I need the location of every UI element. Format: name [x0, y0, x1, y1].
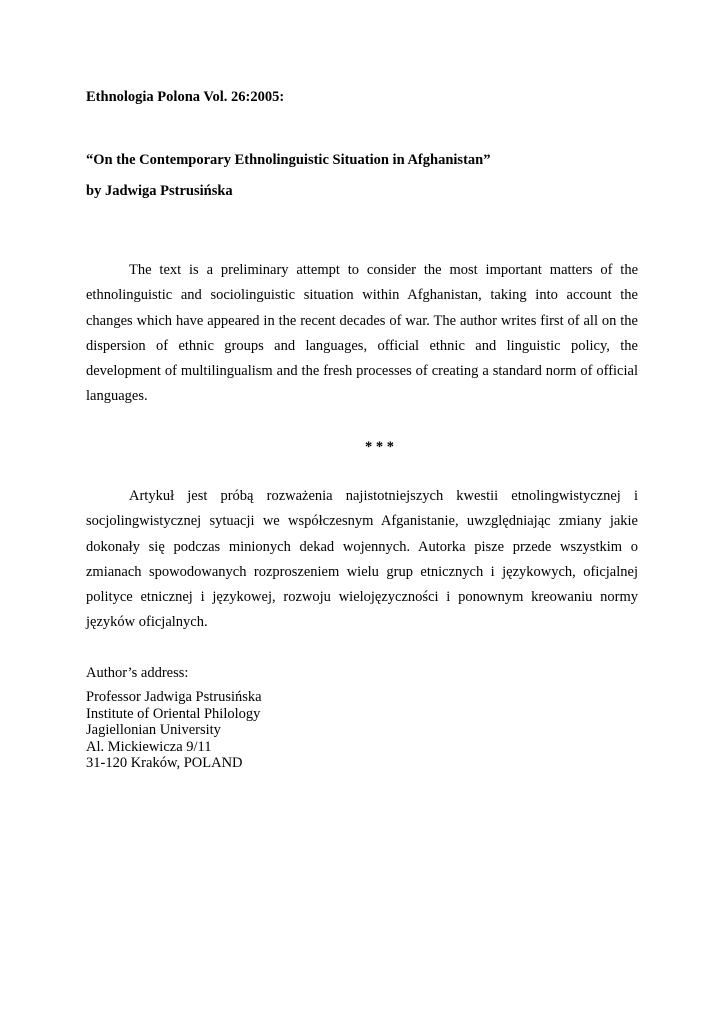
address-line-city: 31-120 Kraków, POLAND: [86, 755, 243, 771]
author-byline: by Jadwiga Pstrusińska: [86, 183, 233, 199]
author-address: [86, 689, 262, 772]
address-label: Author’s address:: [86, 665, 189, 681]
abstract-english: The text is a preliminary attempt to consider the most important matters of the ethnolinguistic and sociolinguistic situation within Afghanistan, taking into account the changes which have appeared in the recent decades of war. The author writes first of all on the dispersion of ethnic groups and languages, official ethnic and linguistic policy, the development of multilingualism and the fresh processes of creating a standard norm of official languages.: [86, 262, 638, 405]
abstract-polish: Artykuł jest próbą rozważenia najistotniejszych kwestii etnolingwistycznej i socjolingwistycznej sytuacji we współczesnym Afganistanie, uwzględniając zmiany jakie dokonały się podczas minionych dekad wojennych. Autorka pisze przede wszystkim o zmianach spowodowanych rozproszeniem wielu grup etnicznych i językowych, oficjalnej polityce etnicznej i językowej, rozwoju wielojęzyczności i ponownym kreowaniu normy języków oficjalnych.: [86, 488, 638, 631]
address-line-street: Al. Mickiewicza 9/11: [86, 738, 212, 755]
section-separator: * * *: [365, 439, 394, 455]
journal-reference: Ethnologia Polona Vol. 26:2005:: [86, 89, 285, 105]
article-title: “On the Contemporary Ethnolinguistic Situation in Afghanistan”: [86, 152, 491, 168]
address-line-university: Jagiellonian University: [86, 722, 221, 738]
address-line-name: Professor Jadwiga Pstrusińska: [86, 689, 262, 705]
address-line-institute: Institute of Oriental Philology: [86, 705, 261, 722]
